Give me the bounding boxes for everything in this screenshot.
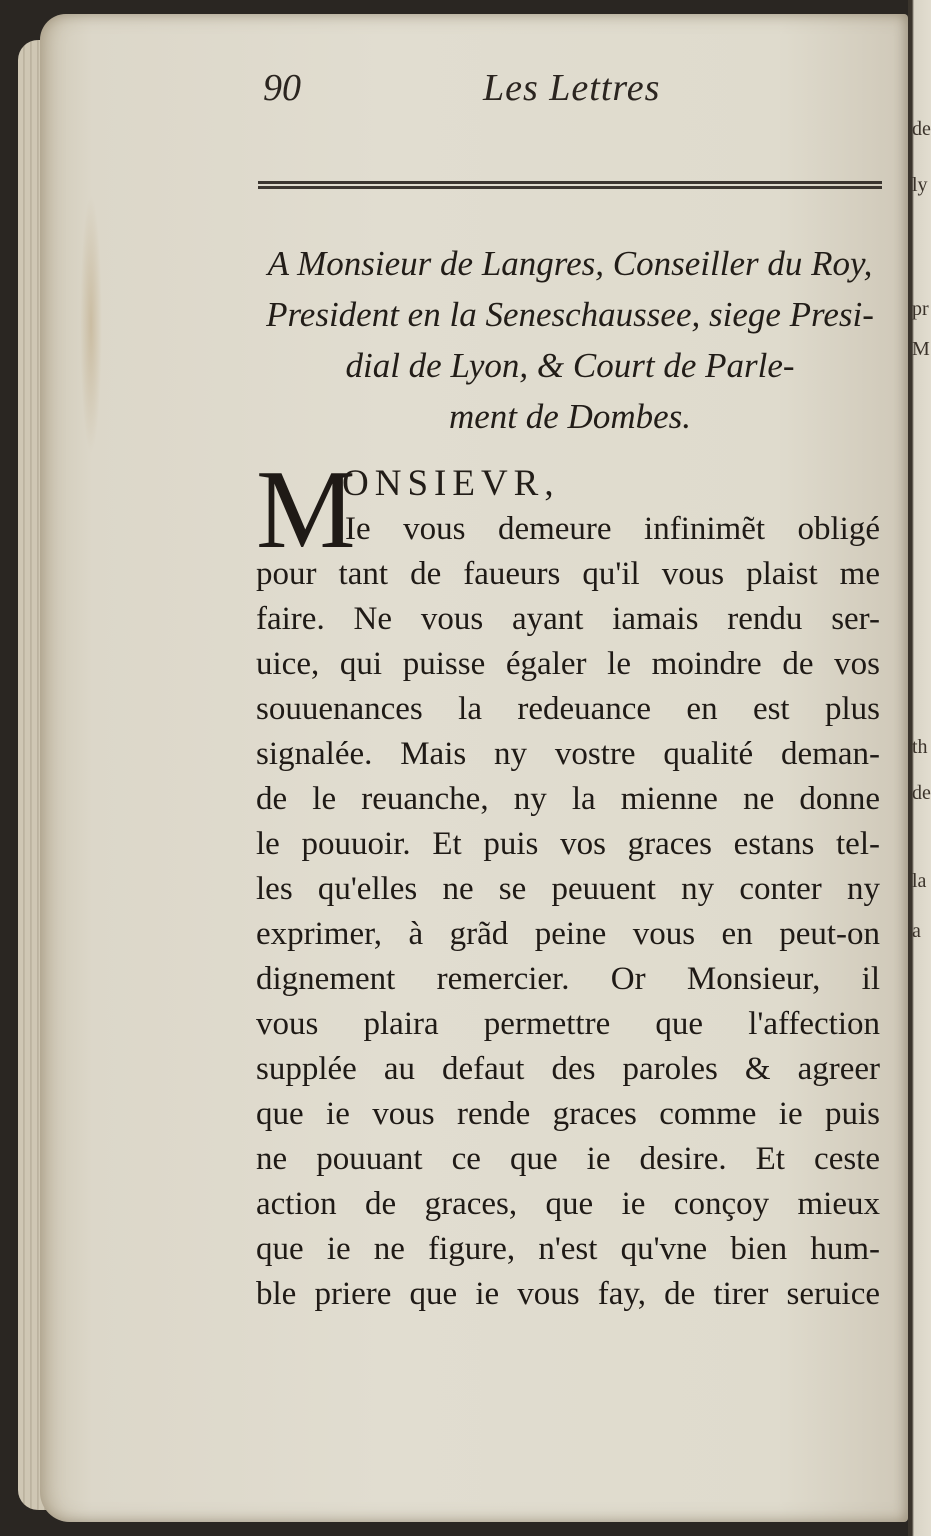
page-number: 90	[263, 67, 301, 109]
paper-stain	[80, 194, 102, 454]
body-line: exprimer, à grãd peine vous en peut-on	[256, 916, 880, 952]
address-line: President en la Seneschaussee, siege Presi-	[266, 295, 874, 334]
body-line: que ie ne figure, n'est qu'vne bien hum-	[256, 1231, 880, 1267]
body-line: ne pouuant ce que ie desire. Et ceste	[256, 1141, 880, 1177]
letter-address	[250, 238, 890, 442]
facing-page-fragment: a	[912, 920, 921, 942]
salutation: ONSIEVR,	[342, 463, 560, 504]
body-line: ble priere que ie vous fay, de tirer seruice	[256, 1276, 880, 1312]
facing-page-fragment: pr	[912, 298, 929, 320]
body-line: le pouuoir. Et puis vos graces estans tel-	[256, 826, 880, 862]
facing-page-fragment: la	[912, 870, 927, 892]
running-title: Les Lettres	[483, 67, 661, 109]
body-line: dignement remercier. Or Monsieur, il	[256, 961, 880, 997]
facing-page-edge	[908, 0, 931, 1536]
drop-cap: M	[256, 448, 356, 572]
body-line: pour tant de faueurs qu'il vous plaist me	[256, 556, 880, 592]
body-line: vous plaira permettre que l'affection	[256, 1006, 880, 1042]
facing-page-fragment: ly	[912, 174, 928, 196]
body-line: souuenances la redeuance en est plus	[256, 691, 880, 727]
body-line: signalée. Mais ny vostre qualité deman-	[256, 736, 880, 772]
facing-page-fragment: th	[912, 736, 928, 758]
body-line: de le reuanche, ny la mienne ne donne	[256, 781, 880, 817]
body-line: uice, qui puisse égaler le moindre de vos	[256, 646, 880, 682]
facing-page-fragment: de	[912, 782, 931, 804]
body-line: Ie vous demeure infinimẽt obligé	[345, 511, 880, 547]
header-rule	[258, 181, 882, 189]
address-line: A Monsieur de Langres, Conseiller du Roy,	[267, 244, 873, 283]
body-line: faire. Ne vous ayant iamais rendu ser-	[256, 601, 880, 637]
body-line: les qu'elles ne se peuuent ny conter ny	[256, 871, 880, 907]
address-line: dial de Lyon, & Court de Parle-	[345, 346, 795, 385]
body-line: que ie vous rende graces comme ie puis	[256, 1096, 880, 1132]
address-line: ment de Dombes.	[448, 397, 692, 436]
body-line: action de graces, que ie conçoy mieux	[256, 1186, 880, 1222]
facing-page-fragment: de	[912, 118, 931, 140]
facing-page-fragment: M	[912, 338, 930, 360]
page-header	[255, 66, 675, 116]
body-line: supplée au defaut des paroles & agreer	[256, 1051, 880, 1087]
